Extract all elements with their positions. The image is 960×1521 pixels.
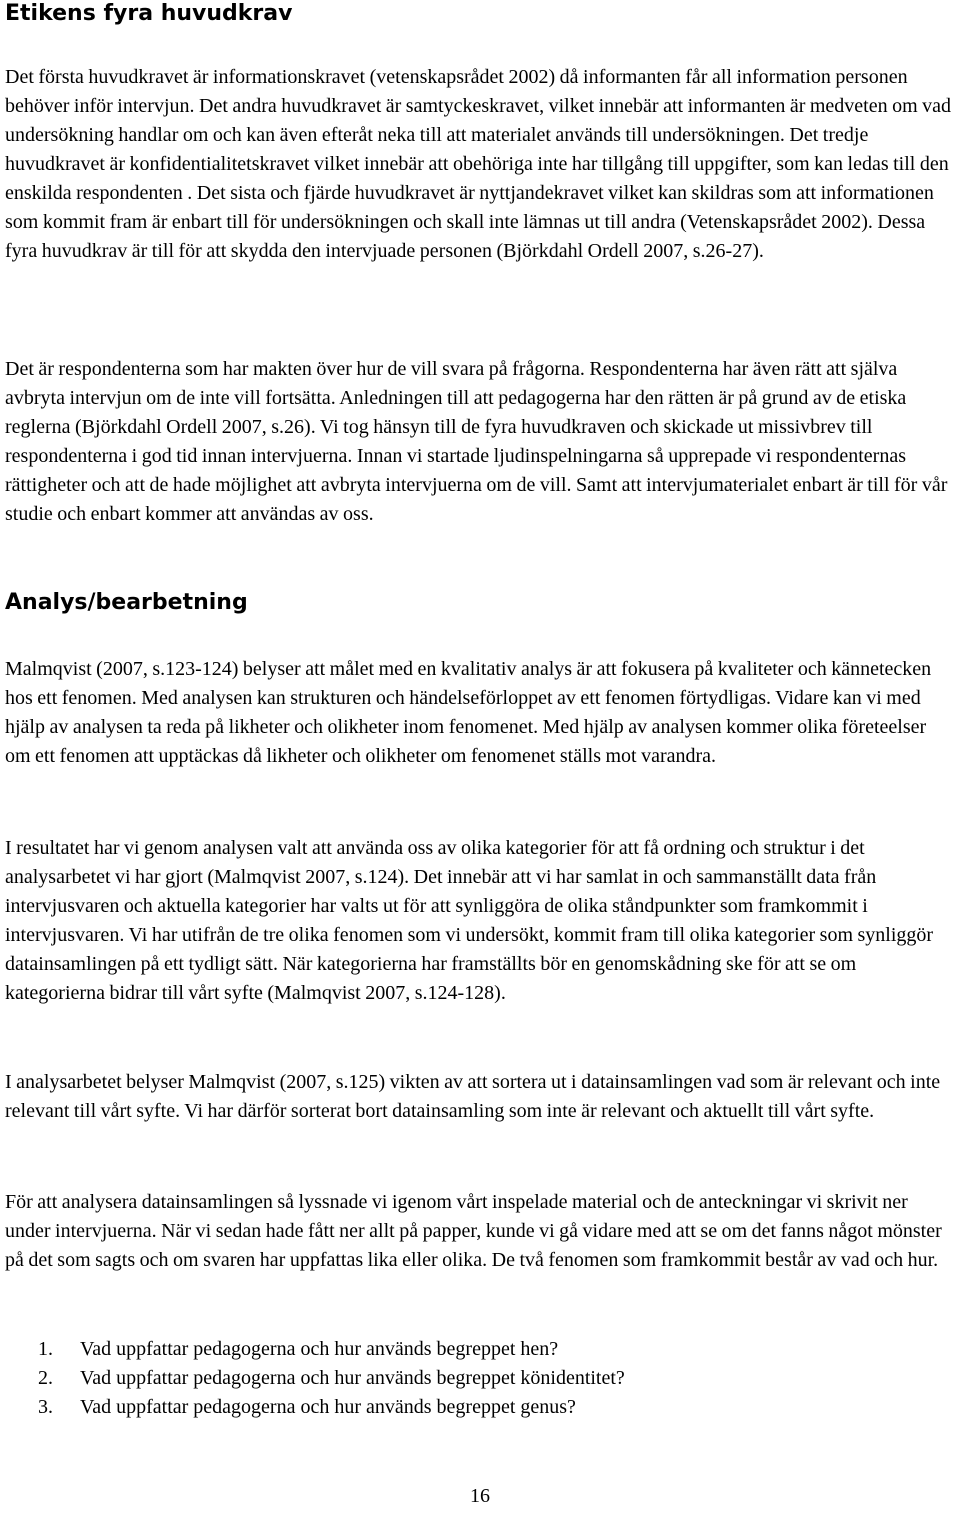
- list-item: [5, 1364, 955, 1393]
- section-heading-ethics: Etikens fyra huvudkrav: [5, 1, 293, 26]
- paragraph: För att analysera datainsamlingen så lyssnade vi igenom vårt inspelade material och de anteckningar vi skrivit ner under intervjuerna. När vi sedan hade fått ner allt på papper, kunde vi gå vidare med att se om det fanns något mönster på det som sagts och om svaren har uppfattas lika eller olika. De två fenomen som framkommit består av vad och hur.: [5, 1191, 942, 1271]
- list-item-text: Vad uppfattar pedagogerna och hur används begreppet könidentitet?: [80, 1367, 625, 1389]
- paragraph: I resultatet har vi genom analysen valt att använda oss av olika kategorier för att få ordning och struktur i det analysarbetet vi har gjort (Malmqvist 2007, s.124). Det innebär att vi har samlat in och sammanställt data från intervjusvaren och aktuella kategorier har valts ut för att synliggöra de olika ståndpunkter som framkommit i intervjusvaren. Vi har utifrån de tre olika fenomen som vi undersökt, kommit fram till olika kategorier som synliggör datainsamlingen på ett tydligt sätt. När kategorierna har framställts bör en genomskådning ske för att se om kategorierna bidrar till vårt syfte (Malmqvist 2007, s.124-128).: [5, 837, 934, 1004]
- paragraph: I analysarbetet belyser Malmqvist (2007, s.125) vikten av att sortera ut i datainsamlingen vad som är relevant och inte relevant till vårt syfte. Vi har därför sorterat bort datainsamling som inte är relevant och aktuellt till vårt syfte.: [5, 1071, 941, 1122]
- list-item-number: 3.: [38, 1396, 53, 1418]
- question-list: [5, 1335, 955, 1422]
- paragraph: Det första huvudkravet är informationskravet (vetenskapsrådet 2002) då informanten får all information personen behöver inför intervjun. Det andra huvudkravet är samtyckeskravet, vilket innebär att informanten är medveten om vad undersökning handlar om och kan även efteråt neka till att materialet används till undersökningen. Det tredje huvudkravet är konfidentialitetskravet vilket innebär att obehöriga inte har tillgång till uppgifter, som kan ledas till den enskilda respondenten . Det sista och fjärde huvudkravet är nyttjandekravet vilket kan skildras som att informationen som kommit fram är enbart till för undersökningen och skall inte lämnas ut till andra (Vetenskapsrådet 2002). Dessa fyra huvudkrav är till för att skydda den intervjuade personen (Björkdahl Ordell 2007, s.26-27).: [5, 66, 952, 262]
- paragraph: Malmqvist (2007, s.123-124) belyser att målet med en kvalitativ analys är att fokusera på kvaliteter och kännetecken hos ett fenomen. Med analysen kan strukturen och händelseförloppet av ett fenomen förtydligas. Vidare kan vi med hjälp av analysen ta reda på likheter och olikheter inom fenomenet. Med hjälp av analysen kommer olika företeelser om ett fenomen att upptäckas då likheter och olikheter om fenomenet ställs mot varandra.: [5, 658, 932, 767]
- list-item: [5, 1335, 955, 1364]
- paragraph: Det är respondenterna som har makten över hur de vill svara på frågorna. Respondenterna har även rätt att själva avbryta intervjun om de inte vill fortsätta. Anledningen till att pedagogerna har den rätten är på grund av de etiska reglerna (Björkdahl Ordell 2007, s.26). Vi tog hänsyn till de fyra huvudkraven och skickade ut missivbrev till respondenterna i god tid innan intervjuerna. Innan vi startade ljudinspelningarna så upprepade vi respondenternas rättigheter och att de hade möjlighet att avbryta intervjuerna om de vill. Samt att intervjumaterialet enbart är till för vår studie och enbart kommer att användas av oss.: [5, 358, 948, 525]
- list-item-text: Vad uppfattar pedagogerna och hur används begreppet hen?: [80, 1338, 559, 1360]
- section-heading-analysis: Analys/bearbetning: [5, 590, 248, 615]
- list-item-number: 1.: [38, 1338, 53, 1360]
- list-item: [5, 1393, 955, 1422]
- page-number: 16: [470, 1485, 490, 1507]
- document-page: [5, 0, 955, 1521]
- list-item-number: 2.: [38, 1367, 53, 1389]
- list-item-text: Vad uppfattar pedagogerna och hur används begreppet genus?: [80, 1396, 576, 1418]
